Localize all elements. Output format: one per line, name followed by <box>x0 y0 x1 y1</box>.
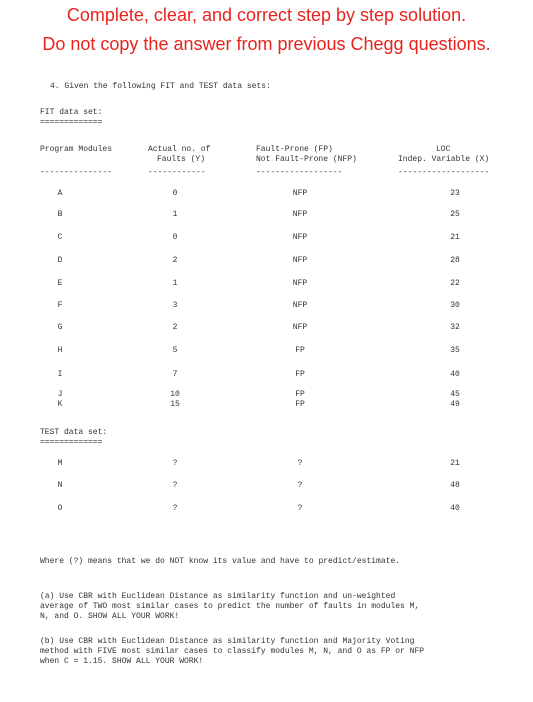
test-cell-faults: ? <box>172 504 178 513</box>
fit-cell-faults: 1 <box>172 210 178 219</box>
test-underline: ============= <box>40 438 103 447</box>
col-header-loc-2: Indep. Variable (X) <box>398 155 490 164</box>
col-header-fp-1: Fault-Prone (FP) <box>256 145 333 154</box>
fit-cell-class: FP <box>295 346 305 355</box>
col-header-fp-2: Not Fault-Prone (NFP) <box>256 155 357 164</box>
fit-cell-faults: 7 <box>172 370 178 379</box>
test-cell-loc: 40 <box>450 504 460 513</box>
fit-cell-class: FP <box>295 400 305 409</box>
fit-cell-module: I <box>57 370 63 379</box>
fit-cell-faults: 10 <box>170 390 180 399</box>
fit-cell-class: NFP <box>292 210 308 219</box>
fit-cell-module: B <box>57 210 63 219</box>
fit-cell-faults: 3 <box>172 301 178 310</box>
fit-cell-loc: 40 <box>450 370 460 379</box>
fit-cell-module: E <box>57 279 63 288</box>
fit-cell-class: NFP <box>292 256 308 265</box>
test-cell-class: ? <box>297 481 303 490</box>
fit-underline: ============= <box>40 118 103 127</box>
fit-cell-module: C <box>57 233 63 242</box>
fit-cell-module: G <box>57 323 63 332</box>
fit-cell-loc: 25 <box>450 210 460 219</box>
fit-cell-faults: 15 <box>170 400 180 409</box>
fit-cell-module: D <box>57 256 63 265</box>
col-header-loc-1: LOC <box>436 145 451 154</box>
fit-cell-loc: 28 <box>450 256 460 265</box>
fit-cell-class: NFP <box>292 279 308 288</box>
fit-cell-loc: 22 <box>450 279 460 288</box>
fit-cell-loc: 23 <box>450 189 460 198</box>
part-a-line-3: N, and O. SHOW ALL YOUR WORK! <box>40 612 180 621</box>
fit-cell-faults: 1 <box>172 279 178 288</box>
fit-cell-class: NFP <box>292 233 308 242</box>
fit-cell-faults: 5 <box>172 346 178 355</box>
where-note: Where (?) means that we do NOT know its value and have to predict/estimate. <box>40 557 401 566</box>
header-line-2: Do not copy the answer from previous Chegg questions. <box>42 34 491 54</box>
part-a-line-2: average of TWO most similar cases to predict the number of faults in modules M, <box>40 602 420 611</box>
fit-cell-class: NFP <box>292 301 308 310</box>
test-cell-faults: ? <box>172 481 178 490</box>
fit-cell-faults: 2 <box>172 256 178 265</box>
part-a-line-1: (a) Use CBR with Euclidean Distance as similarity function and un-weighted <box>40 592 396 601</box>
fit-cell-module: F <box>57 301 63 310</box>
fit-cell-class: FP <box>295 390 305 399</box>
dashes-fp: ------------------ <box>256 168 343 177</box>
fit-cell-module: H <box>57 346 63 355</box>
fit-cell-faults: 0 <box>172 233 178 242</box>
fit-cell-class: NFP <box>292 189 308 198</box>
fit-cell-loc: 49 <box>450 400 460 409</box>
test-cell-faults: ? <box>172 459 178 468</box>
test-cell-module: N <box>57 481 63 490</box>
test-cell-module: O <box>57 504 63 513</box>
fit-cell-loc: 32 <box>450 323 460 332</box>
part-b-line-1: (b) Use CBR with Euclidean Distance as similarity function and Majority Voting <box>40 637 415 646</box>
dashes-loc: ------------------- <box>398 168 490 177</box>
col-header-faults-2: Faults (Y) <box>157 155 206 164</box>
test-cell-loc: 48 <box>450 481 460 490</box>
part-b-line-3: when C = 1.15. SHOW ALL YOUR WORK! <box>40 657 204 666</box>
test-cell-class: ? <box>297 504 303 513</box>
col-header-faults-1: Actual no. of <box>148 145 211 154</box>
fit-cell-faults: 0 <box>172 189 178 198</box>
fit-cell-module: A <box>57 189 63 198</box>
part-b-line-2: method with FIVE most similar cases to classify modules M, N, and O as FP or NFP <box>40 647 425 656</box>
fit-label: FIT data set: <box>40 108 103 117</box>
test-label: TEST data set: <box>40 428 108 437</box>
fit-cell-class: NFP <box>292 323 308 332</box>
fit-cell-loc: 30 <box>450 301 460 310</box>
fit-cell-class: FP <box>295 370 305 379</box>
question-intro: 4. Given the following FIT and TEST data sets: <box>50 82 271 91</box>
fit-cell-faults: 2 <box>172 323 178 332</box>
fit-cell-loc: 21 <box>450 233 460 242</box>
col-header-modules: Program Modules <box>40 145 113 154</box>
fit-cell-loc: 45 <box>450 390 460 399</box>
test-cell-class: ? <box>297 459 303 468</box>
header-line-1: Complete, clear, and correct step by step solution. <box>66 5 467 25</box>
dashes-modules: --------------- <box>40 168 113 177</box>
fit-cell-module: K <box>57 400 63 409</box>
dashes-faults: ------------ <box>148 168 206 177</box>
test-cell-module: M <box>57 459 63 468</box>
fit-cell-loc: 35 <box>450 346 460 355</box>
test-cell-loc: 21 <box>450 459 460 468</box>
fit-cell-module: J <box>57 390 63 399</box>
